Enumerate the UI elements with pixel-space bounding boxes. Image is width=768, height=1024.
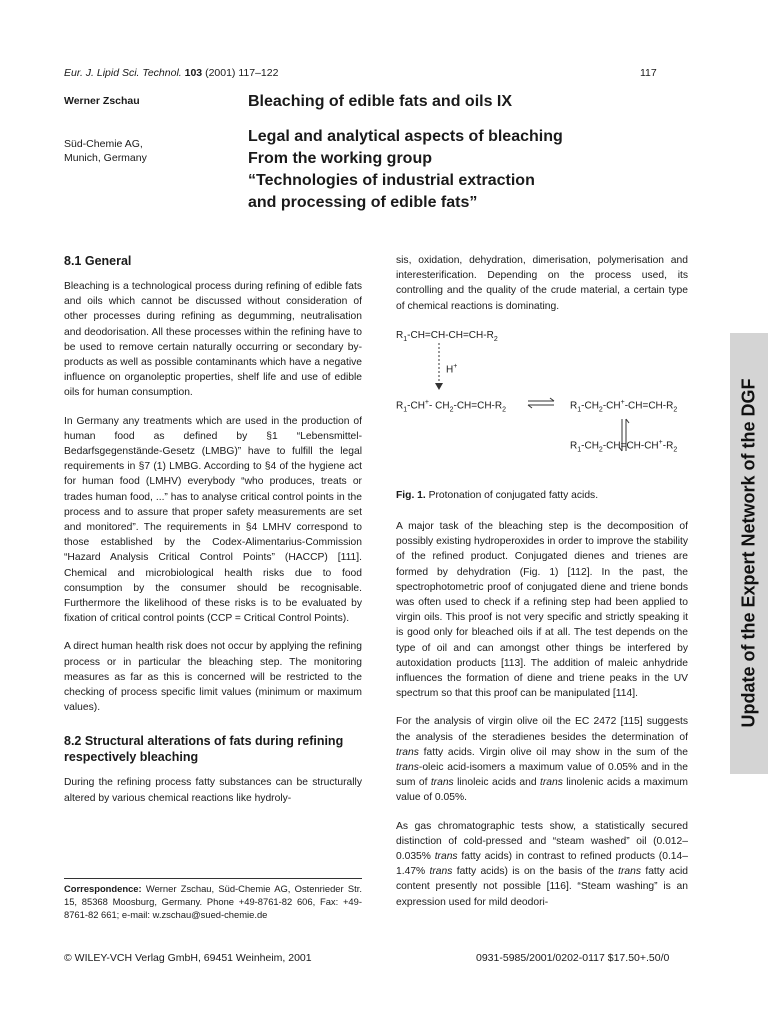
author-name: Werner Zschau [64, 95, 140, 107]
left-column [64, 253, 362, 819]
paragraph-continued: During the refining process fatty substances can be structurally altered by various chemical reactions like hydroly- [64, 777, 362, 804]
paragraph: A direct human health risk does not occur by applying the refining process or in particular the bleaching step. The monitoring measures as far as this is concerned will be restricted to the checking of process specific limit values (minimum or maximum values). [64, 641, 362, 714]
page-number: 117 [640, 67, 657, 79]
title-line: Legal and analytical aspects of bleaching [248, 128, 563, 145]
affiliation-line: Munich, Germany [64, 152, 147, 164]
title-line: and processing of edible fats” [248, 194, 478, 211]
formula-carbocation-1: $R_1-CH^+-$ $CH_2-CH=CH-R_2$ [396, 399, 506, 414]
down-arrow-icon [434, 343, 444, 391]
right-column-bottom [396, 519, 688, 923]
figure-caption [396, 490, 696, 501]
series-title: Bleaching of edible fats and oils IX [248, 93, 513, 110]
sidebar-label: Update of the Expert Network of the DGF [738, 378, 759, 728]
right-column-top [396, 253, 688, 327]
title-line: From the working group [248, 150, 432, 167]
paragraph: In Germany any treatments which are used in the production of human food as defined by §1 “Lebensmittel-Bedarfsgegenstände-Gesetz (LMBG)” have to fulfill the legal requirements in §7 (1) LMBG. According to §4 of the hygiene act for human food (LMHV) everybody “who produces, treats or trades human food, ...” has to analyse critical control points in the process and to assure that proper safety measurements are set and monitored”. The requirements in §4 LMHV correspond to those established by the Codex-Alimentarius-Commission “Hazard Analysis Critical Control Points” (HACCP) [111]. Chemical and microbiological health risks due to food consumption by the consumer should be recognisable. Furthermore the likelihood of these risks is to be evaluated by fixation of critical control points (CCP = Critical Control Points). [64, 415, 362, 625]
affiliation-line: Süd-Chemie AG, [64, 138, 143, 150]
formula-carbocation-3: $R_1-CH_2-CH=CH-CH^+-R_2$ [570, 439, 678, 454]
formula-diene: $R_1-CH=CH-CH=CH-R_2$ [396, 330, 498, 343]
section-heading: 8.2 Structural alterations of fats during refining respectively bleaching [64, 734, 344, 765]
correspondence-label: Correspondence: [64, 883, 142, 894]
formula-hplus: H+ [446, 363, 458, 376]
title-line: “Technologies of industrial extraction [248, 172, 535, 189]
correspondence-note [64, 878, 362, 921]
journal-name: Eur. J. Lipid Sci. Technol. [64, 67, 182, 79]
author-affiliation [64, 137, 147, 165]
equilibrium-arrow-icon [526, 397, 556, 409]
correspondence-text: Werner Zschau, Süd-Chemie AG, Ostenrieder Str. 15, 85368 Moosburg, Germany. Phone +49-8761-82 606, Fax: +49-8761-82 661; e-mail: w.zschau@sued-chemie.de [64, 883, 362, 920]
reaction-scheme [396, 325, 726, 485]
section-heading: 8.1 General [64, 254, 132, 268]
paragraph: A major task of the bleaching step is the decomposition of possibly existing hydroperoxides in order to improve the stability of the refined product. Conjugated dienes and trienes are formed by dehydration (Fig. 1) [112]. In the past, the spectrophotometric proof of conjugated diene and triene bonds was often used to check if a refining step had been applied to virgin oils. This proof is not very specific and strictly speaking it is good only for bleached oils if at all. The test depends on the type of oil and can amongst other things be interfered by autoxidation products [113]. The addition of maleic anhydride influences the formation of diene and triene peaks in the UV spectrum so that this proof can be manipulated [114]. [396, 521, 688, 700]
paragraph-continuation: sis, oxidation, dehydration, dimerisation, polymerisation and interesterification. Depending on the process used, its controlling and the quality of the crude material, a certain type of chemical reactions is dominating. [396, 255, 688, 312]
running-header [64, 67, 278, 79]
paragraph: As gas chromatographic tests show, a statistically secured distinction of cold-pressed and “steam washed” oil (0.012–0.035% trans fatty acids) in contrast to refined products (0.14–1.47% trans fatty acids) is on the basis of the trans fatty acid content presently not possible [116]. “Steam washing” is an expression used for mild deodori- [396, 820, 688, 908]
journal-year-pages: (2001) 117–122 [205, 67, 279, 79]
figure-caption-text: Protonation of conjugated fatty acids. [428, 490, 599, 501]
journal-volume: 103 [184, 67, 203, 79]
issn-footer: 0931-5985/2001/0202-0117 $17.50+.50/0 [476, 952, 670, 964]
paragraph: For the analysis of virgin olive oil the EC 2472 [115] suggests the analysis of the steradienes besides the determination of trans fatty acids. Virgin olive oil may show in the sum of the trans-oleic acid-isomers a maximum value of 0.05% and in the sum of trans linoleic acids and trans linolenic acids a maximum value of 0.05%. [396, 716, 688, 804]
copyright-footer: © WILEY-VCH Verlag GmbH, 69451 Weinheim, 2001 [64, 952, 312, 964]
paragraph: Bleaching is a technological process during refining of edible fats and oils which cannot be discussed without consideration of other processes during refining as degumming, neutralisation and deodorisation. All these processes within the refining have to be used to remove certain naturally occurring or secondary by-products as well as possible contaminants which have a negative influence on organoleptic properties, shelf life and use of edible oils for human consumption. [64, 281, 362, 399]
formula-carbocation-2: $R_1-CH_2-CH^+-CH=CH-R_2$ [570, 399, 678, 414]
figure-label: Fig. 1. [396, 490, 426, 501]
article-title [248, 126, 668, 214]
